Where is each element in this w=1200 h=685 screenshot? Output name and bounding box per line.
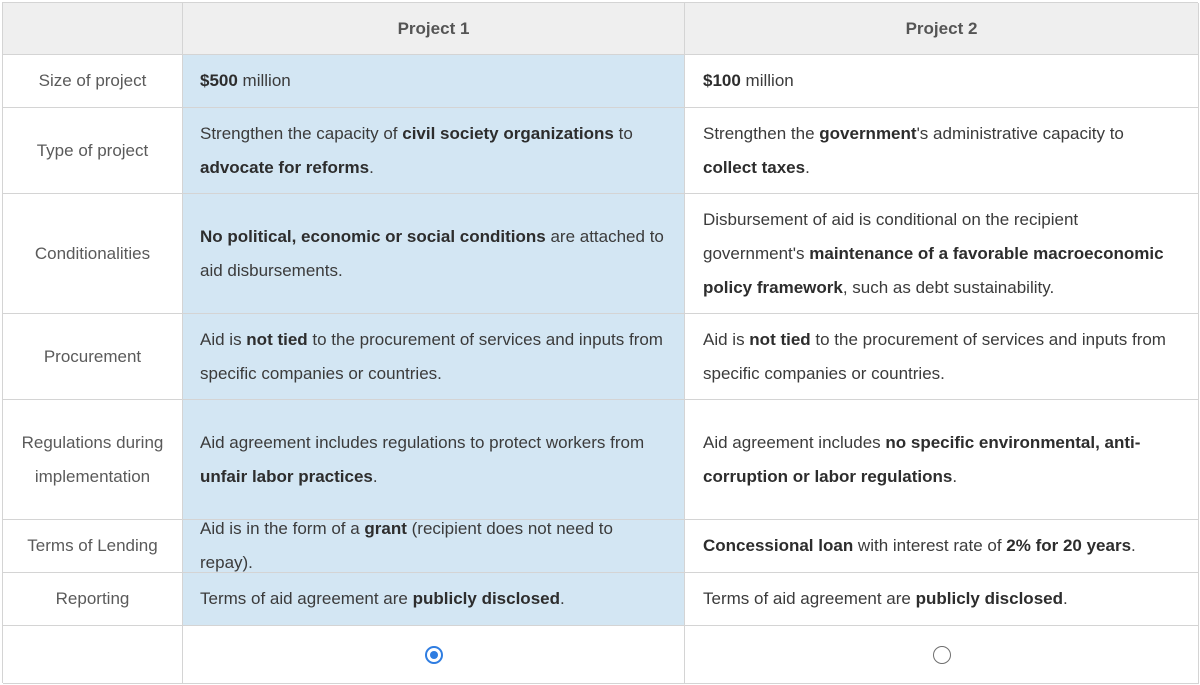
radio-dot	[430, 651, 438, 659]
p2-regulations-cell	[685, 400, 1199, 520]
p2-reporting-cell	[685, 573, 1199, 626]
row-label-terms-of-lending: Terms of Lending	[3, 520, 183, 573]
p2-procurement-cell	[685, 314, 1199, 400]
row-label-procurement: Procurement	[3, 314, 183, 400]
header-project-2: Project 2	[685, 3, 1199, 55]
comparison-table	[2, 2, 1198, 683]
choice-project-2-cell[interactable]	[685, 626, 1199, 684]
p1-lending-text: Aid is in the form of a grant (recipient does not need to repay).	[200, 520, 613, 572]
choice-project-1-cell[interactable]	[183, 626, 685, 684]
p2-conditionalities-cell	[685, 194, 1199, 314]
header-project-1: Project 1	[183, 3, 685, 55]
p1-procurement-text: Aid is not tied to the procurement of services and inputs from specific companies or countries.	[200, 329, 663, 383]
row-label-regulations: Regulations during implementation	[3, 400, 183, 520]
p1-regulations-cell	[183, 400, 685, 520]
p1-reporting-text: Terms of aid agreement are publicly disclosed.	[200, 589, 565, 608]
p1-reporting-cell	[183, 573, 685, 626]
p2-size-text: $100 million	[703, 71, 794, 90]
p2-type-text: Strengthen the government's administrative capacity to collect taxes.	[703, 123, 1124, 177]
p1-size-text: $500 million	[200, 71, 291, 90]
radio-project-1[interactable]	[425, 646, 443, 664]
p1-lending-cell	[183, 520, 685, 573]
choice-row-label	[3, 626, 183, 684]
p2-procurement-text: Aid is not tied to the procurement of services and inputs from specific companies or countries.	[703, 329, 1166, 383]
row-label-size: Size of project	[3, 55, 183, 108]
header-corner	[3, 3, 183, 55]
p2-size-cell	[685, 55, 1199, 108]
p2-lending-text: Concessional loan with interest rate of 2% for 20 years.	[703, 536, 1136, 555]
p1-type-cell	[183, 108, 685, 194]
row-label-reporting: Reporting	[3, 573, 183, 626]
p1-regulations-text: Aid agreement includes regulations to protect workers from unfair labor practices.	[200, 432, 645, 486]
p2-lending-cell	[685, 520, 1199, 573]
p1-size-cell	[183, 55, 685, 108]
row-label-type: Type of project	[3, 108, 183, 194]
p1-conditionalities-text: No political, economic or social conditions are attached to aid disbursements.	[200, 226, 664, 280]
radio-project-2[interactable]	[933, 646, 951, 664]
p2-conditionalities-text: Disbursement of aid is conditional on the recipient government's maintenance of a favorable macroeconomic policy framework, such as debt sustainability.	[703, 209, 1164, 297]
p1-conditionalities-cell	[183, 194, 685, 314]
p2-type-cell	[685, 108, 1199, 194]
p1-type-text: Strengthen the capacity of civil society organizations to advocate for reforms.	[200, 123, 633, 177]
p2-reporting-text: Terms of aid agreement are publicly disclosed.	[703, 589, 1068, 608]
p2-regulations-text: Aid agreement includes no specific environmental, anti-corruption or labor regulations.	[703, 432, 1141, 486]
row-label-conditionalities: Conditionalities	[3, 194, 183, 314]
p1-procurement-cell	[183, 314, 685, 400]
